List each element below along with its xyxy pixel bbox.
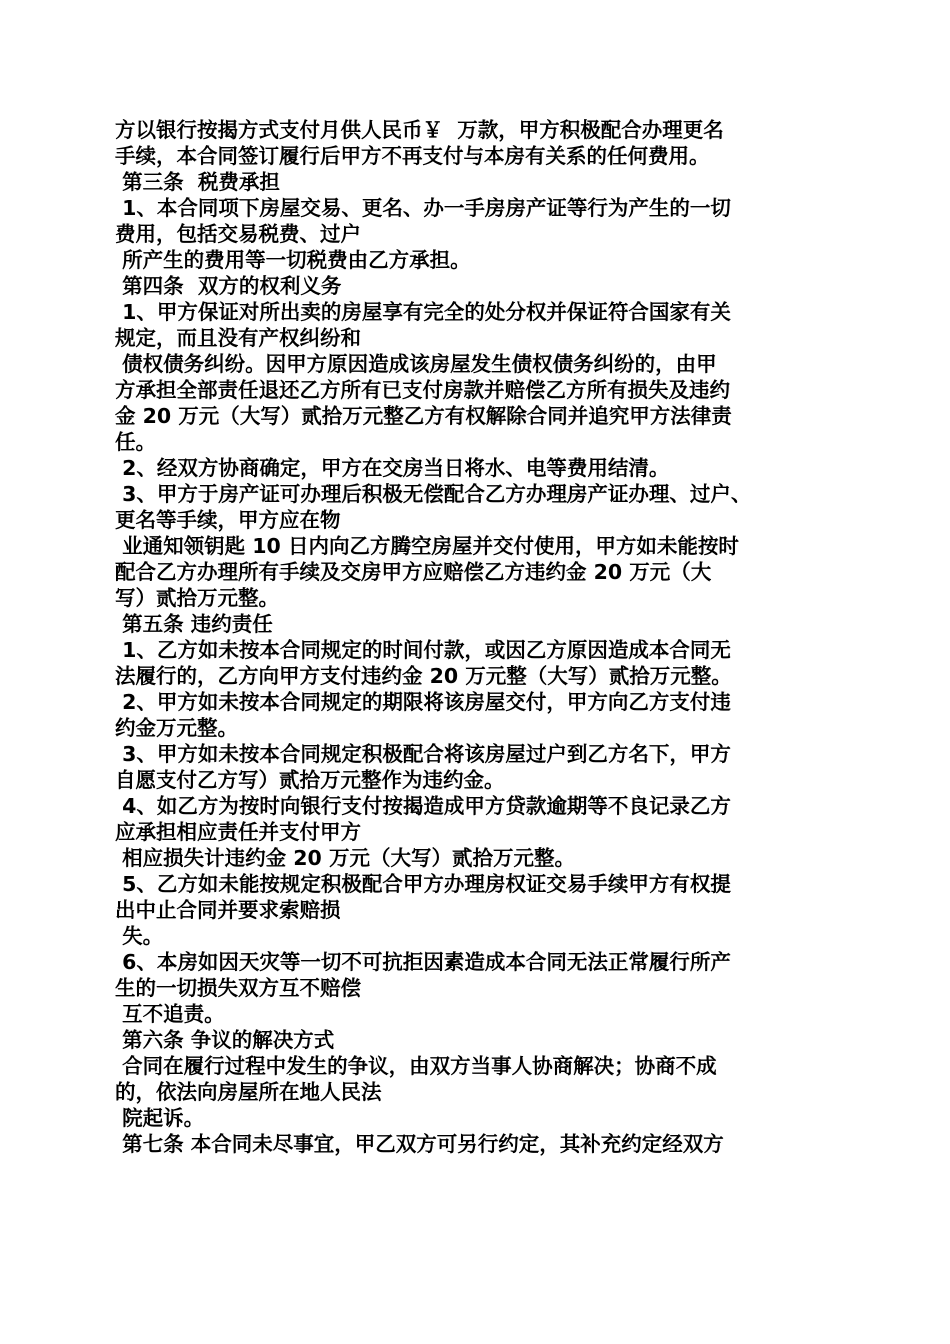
text-line: 4、如乙方为按时向银行支付按揭造成甲方贷款逾期等不良记录乙方 [115, 794, 731, 818]
text-line: 金 20 万元（大写）贰拾万元整乙方有权解除合同并追究甲方法律责 [115, 404, 732, 428]
text-line: 任。 [115, 430, 156, 454]
text-line: 生的一切损失双方互不赔偿 [115, 976, 361, 1000]
text-line: 应承担相应责任并支付甲方 [115, 820, 361, 844]
text-line: 所产生的费用等一切税费由乙方承担。 [115, 248, 471, 272]
section-heading: 第三条 税费承担 [115, 170, 280, 194]
section-heading: 第四条 双方的权利义务 [115, 274, 342, 298]
text-line: 约金万元整。 [115, 716, 238, 740]
text-line: 相应损失计违约金 20 万元（大写）贰拾万元整。 [115, 846, 575, 870]
text-line: 方以银行按揭方式支付月供人民币￥ 万款，甲方积极配合办理更名 [115, 118, 724, 142]
text-line: 配合乙方办理所有手续及交房甲方应赔偿乙方违约金 20 万元（大 [115, 560, 712, 584]
text-line: 更名等手续，甲方应在物 [115, 508, 341, 532]
text-line: 合同在履行过程中发生的争议，由双方当事人协商解决；协商不成 [115, 1054, 717, 1078]
text-line: 互不追责。 [115, 1002, 225, 1026]
text-line: 自愿支付乙方写）贰拾万元整作为违约金。 [115, 768, 505, 792]
text-line: 法履行的，乙方向甲方支付违约金 20 万元整（大写）贰拾万元整。 [115, 664, 732, 688]
text-line: 业通知领钥匙 10 日内向乙方腾空房屋并交付使用，甲方如未能按时 [115, 534, 739, 558]
text-line: 5、乙方如未能按规定积极配合甲方办理房权证交易手续甲方有权提 [115, 872, 731, 896]
text-line: 1、乙方如未按本合同规定的时间付款，或因乙方原因造成本合同无 [115, 638, 731, 662]
text-line: 院起诉。 [115, 1106, 205, 1130]
text-line: 的，依法向房屋所在地人民法 [115, 1080, 382, 1104]
text-line: 3、甲方如未按本合同规定积极配合将该房屋过户到乙方名下，甲方 [115, 742, 731, 766]
text-line: 1、本合同项下房屋交易、更名、办一手房房产证等行为产生的一切 [115, 196, 731, 220]
text-line: 失。 [115, 924, 164, 948]
text-line: 6、本房如因天灾等一切不可抗拒因素造成本合同无法正常履行所产 [115, 950, 731, 974]
text-line: 3、甲方于房产证可办理后积极无偿配合乙方办理房产证办理、过户、 [115, 482, 752, 506]
text-line: 费用，包括交易税费、过户 [115, 222, 361, 246]
text-line: 2、经双方协商确定，甲方在交房当日将水、电等费用结清。 [115, 456, 670, 480]
text-line: 出中止合同并要求索赔损 [115, 898, 341, 922]
section-heading: 第五条 违约责任 [115, 612, 273, 636]
text-line: 规定，而且没有产权纠纷和 [115, 326, 361, 350]
text-line: 债权债务纠纷。因甲方原因造成该房屋发生债权债务纠纷的，由甲 [115, 352, 717, 376]
text-line: 2、甲方如未按本合同规定的期限将该房屋交付，甲方向乙方支付违 [115, 690, 731, 714]
text-line: 手续，本合同签订履行后甲方不再支付与本房有关系的任何费用。 [115, 144, 710, 168]
contract-page [115, 117, 845, 1157]
text-line: 写）贰拾万元整。 [115, 586, 279, 610]
text-line: 1、甲方保证对所出卖的房屋享有完全的处分权并保证符合国家有关 [115, 300, 731, 324]
section-heading: 第六条 争议的解决方式 [115, 1028, 335, 1052]
text-line: 第七条 本合同未尽事宜，甲乙双方可另行约定，其补充约定经双方 [115, 1132, 724, 1156]
text-line: 方承担全部责任退还乙方所有已支付房款并赔偿乙方所有损失及违约 [115, 378, 730, 402]
